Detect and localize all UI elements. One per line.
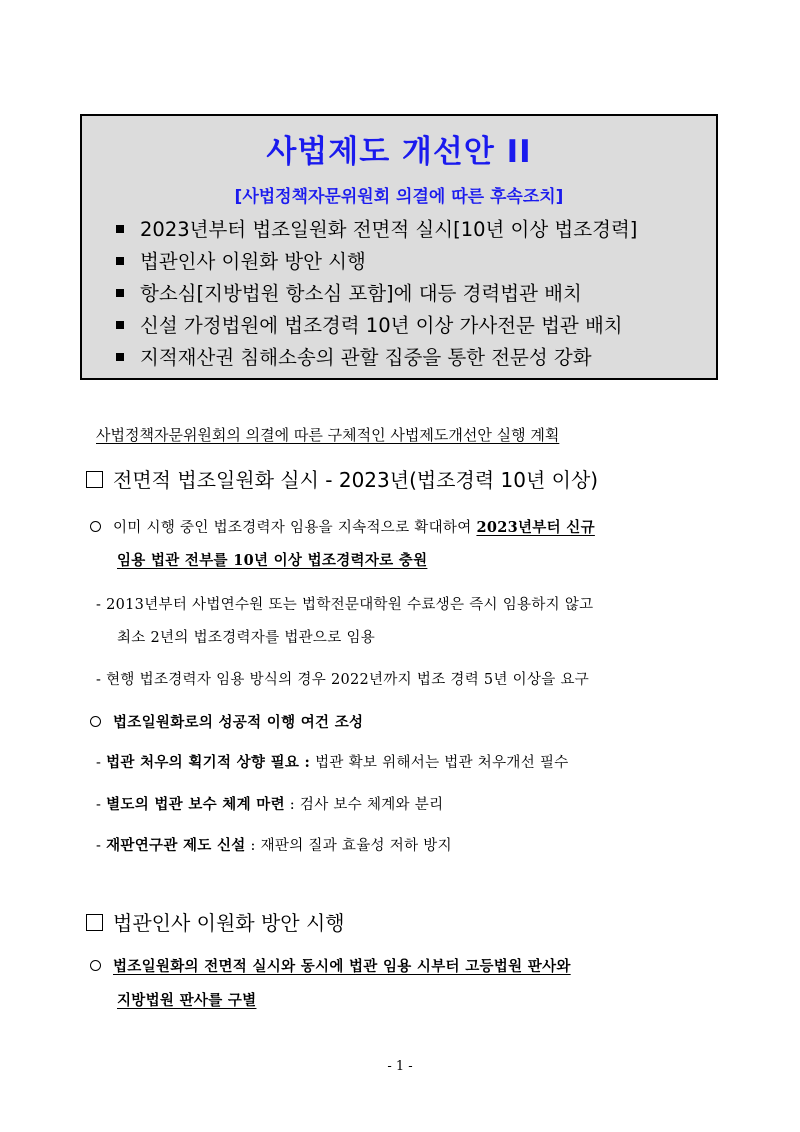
section1-sub1-continued: 최소 2년의 법조경력자를 법관으로 임용 bbox=[117, 630, 376, 646]
summary-box bbox=[80, 114, 718, 380]
square-bullet-icon bbox=[116, 289, 124, 297]
summary-bullet: 지적재산권 침해소송의 관할 집중을 통한 전문성 강화 bbox=[116, 342, 637, 374]
circle-bullet-icon bbox=[90, 716, 101, 727]
section1-sub4: - 별도의 법관 보수 체계 마련 : 검사 보수 체계와 분리 bbox=[96, 796, 444, 813]
summary-bullet: 신설 가정법원에 법조경력 10년 이상 가사전문 법관 배치 bbox=[116, 310, 637, 342]
square-bullet-icon bbox=[116, 225, 124, 233]
page-number: - 1 - bbox=[387, 1059, 413, 1074]
section1-sub5: - 재판연구관 제도 신설 : 재판의 질과 효율성 저하 방지 bbox=[96, 837, 452, 854]
circle-bullet-icon bbox=[90, 521, 101, 532]
checkbox-square-icon bbox=[86, 471, 103, 488]
section1-sub3: - 법관 처우의 획기적 상향 필요 : 법관 확보 위해서는 법관 처우개선 필수 bbox=[96, 754, 569, 771]
summary-bullet: 항소심[지방법원 항소심 포함]에 대등 경력법관 배치 bbox=[116, 278, 637, 310]
circle-bullet-icon bbox=[90, 960, 101, 971]
plan-title: 사법정책자문위원회의 의결에 따른 구체적인 사법제도개선안 실행 계획 bbox=[96, 426, 560, 444]
summary-bullet: 법관인사 이원화 방안 시행 bbox=[116, 246, 637, 278]
section2-item1-continued: 지방법원 판사를 구별 bbox=[117, 992, 257, 1009]
summary-subtitle: [사법정책자문위원회 의결에 따른 후속조치] bbox=[234, 187, 564, 207]
summary-title: 사법제도 개선안 II bbox=[266, 134, 532, 170]
summary-bullet: 2023년부터 법조일원화 전면적 실시[10년 이상 법조경력] bbox=[116, 214, 637, 246]
section2-item1: 법조일원화의 전면적 실시와 동시에 법관 임용 시부터 고등법원 판사와 bbox=[90, 955, 571, 976]
summary-bullet-list bbox=[116, 214, 637, 374]
checkbox-square-icon bbox=[86, 914, 103, 931]
section1-sub2: - 현행 법조경력자 임용 방식의 경우 2022년까지 법조 경력 5년 이상을 요구 bbox=[96, 672, 590, 688]
section1-heading: 전면적 법조일원화 실시 - 2023년(법조경력 10년 이상) bbox=[86, 464, 598, 493]
section1-item1-continued: 임용 법관 전부를 10년 이상 법조경력자로 충원 bbox=[117, 552, 428, 569]
square-bullet-icon bbox=[116, 321, 124, 329]
section1-sub1: - 2013년부터 사법연수원 또는 법학전문대학원 수료생은 즉시 임용하지 않고 bbox=[96, 597, 594, 613]
section2-heading: 법관인사 이원화 방안 시행 bbox=[86, 907, 345, 936]
section1-item2: 법조일원화로의 성공적 이행 여건 조성 bbox=[90, 711, 363, 732]
emphasis-text: 2023년부터 신규 bbox=[476, 519, 595, 536]
square-bullet-icon bbox=[116, 257, 124, 265]
section1-item1: 이미 시행 중인 법조경력자 임용을 지속적으로 확대하여 2023년부터 신규 bbox=[90, 516, 595, 537]
square-bullet-icon bbox=[116, 353, 124, 361]
